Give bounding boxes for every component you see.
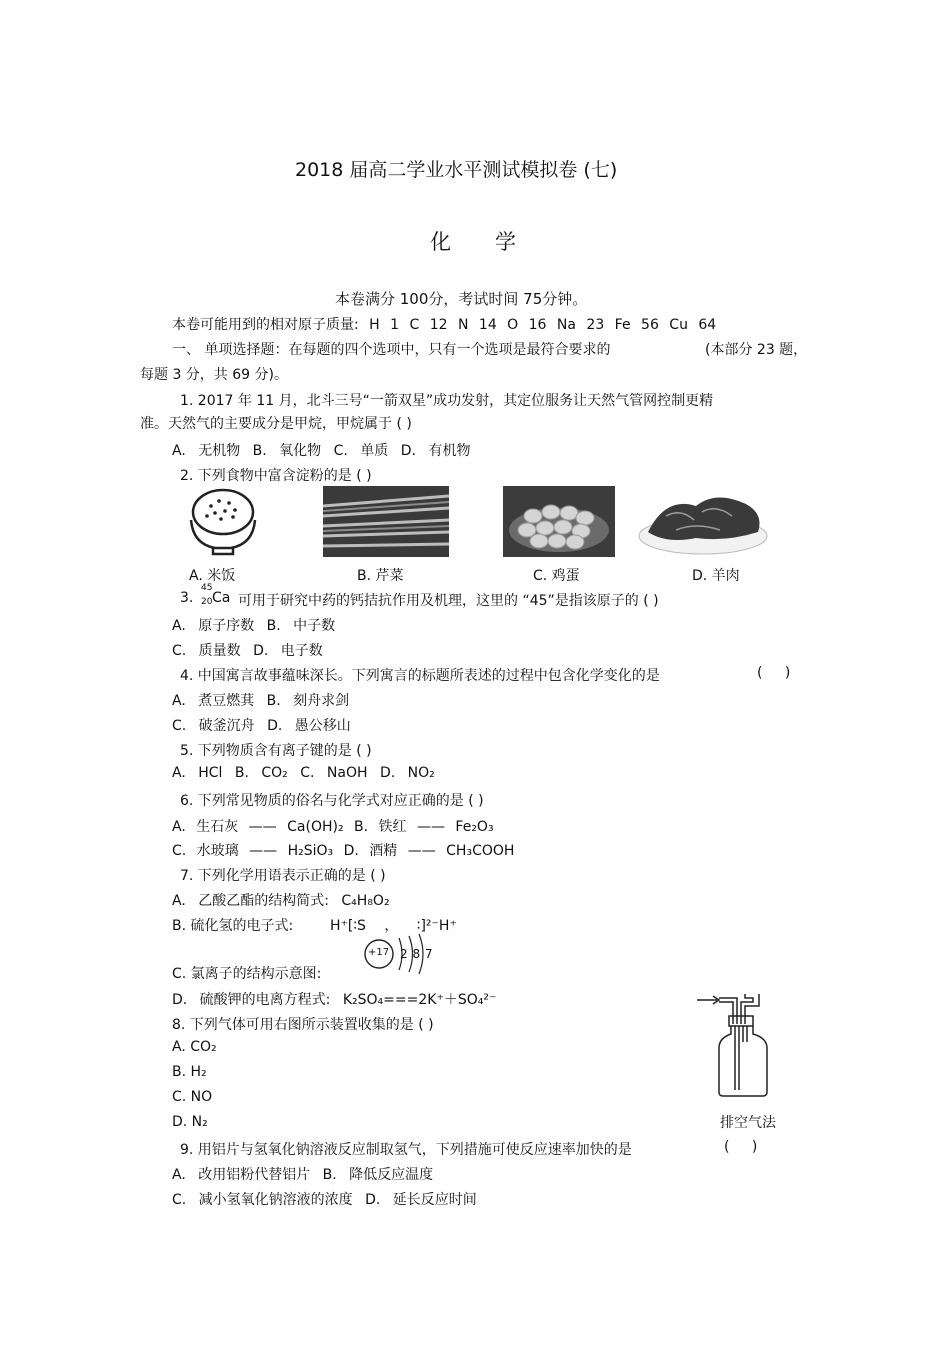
- q4-options-line2: C. 破釜沉舟 D. 愚公移山: [172, 718, 351, 734]
- gas-collection-bottle-diagram: [693, 990, 773, 1100]
- rice-bowl-image: [185, 486, 261, 558]
- q8-option-d: D. N₂: [172, 1114, 208, 1130]
- q4-options-line1: A. 煮豆燃萁 B. 刻舟求剑: [172, 693, 350, 709]
- q3-atomic-number: 20: [201, 597, 213, 607]
- q3-options-line2: C. 质量数 D. 电子数: [172, 643, 323, 659]
- q7-option-b-label: B. 硫化氢的电子式:: [172, 918, 294, 934]
- page-title: 2018 届高二学业水平测试模拟卷 (七): [295, 159, 618, 181]
- q9-options-line2: C. 减小氢氧化钠溶液的浓度 D. 延长反应时间: [172, 1192, 477, 1208]
- mutton-image: [636, 486, 770, 558]
- q5-options: A. HCl B. CO₂ C. NaOH D. NO₂: [172, 765, 435, 781]
- q6-stem: 6. 下列常见物质的俗名与化学式对应正确的是 ( ): [180, 793, 484, 809]
- q3-mass-number: 45: [201, 583, 213, 593]
- q3-symbol: Ca: [212, 590, 231, 606]
- celery-image: [323, 486, 449, 557]
- q9-options-line1: A. 改用铝粉代替铝片 B. 降低反应温度: [172, 1167, 434, 1183]
- q1-stem-line2: 准。天然气的主要成分是甲烷，甲烷属于 ( ): [140, 416, 412, 432]
- q4-answer-paren: ( ): [757, 665, 791, 681]
- q8-stem: 8. 下列气体可用右图所示装置收集的是 ( ): [172, 1017, 434, 1033]
- q2-stem: 2. 下列食物中富含淀粉的是 ( ): [180, 468, 372, 484]
- section-instruction: 一、 单项选择题：在每题的四个选项中，只有一个选项是最符合要求的: [172, 342, 611, 358]
- q6-options-line2: C. 水玻璃 —— H₂SiO₃ D. 酒精 —— CH₃COOH: [172, 843, 515, 859]
- subject-title: 化学: [430, 230, 560, 254]
- q7-stem: 7. 下列化学用语表示正确的是 ( ): [180, 868, 386, 884]
- q7-option-d: D. 硫酸钾的电离方程式: K₂SO₄===2K⁺＋SO₄²⁻: [172, 992, 497, 1008]
- q4-stem: 4. 中国寓言故事蕴味深长。下列寓言的标题所表述的过程中包含化学变化的是: [180, 668, 660, 684]
- section-instruction-line2: 每题 3 分，共 69 分)。: [140, 367, 288, 383]
- section-instruction-tail: (本部分 23 题，: [705, 342, 808, 358]
- gas-collection-caption: 排空气法: [720, 1115, 776, 1131]
- q7-option-c: C. 氯离子的结构示意图:: [172, 966, 322, 982]
- q8-option-a: A. CO₂: [172, 1039, 217, 1055]
- q9-stem: 9. 用铝片与氢氧化钠溶液反应制取氢气，下列措施可使反应速率加快的是: [180, 1142, 632, 1158]
- q2-option-b: B. 芹菜: [357, 568, 404, 584]
- q7-option-b-formula: H⁺[∶S ， ∶]²⁻H⁺: [330, 918, 457, 934]
- q5-stem: 5. 下列物质含有离子键的是 ( ): [180, 743, 372, 759]
- chloride-shells-label: 2 8 7: [400, 947, 433, 961]
- q2-option-a: A. 米饭: [189, 568, 236, 584]
- eggs-image: [503, 486, 615, 557]
- q1-options: A. 无机物 B. 氧化物 C. 单质 D. 有机物: [172, 443, 471, 459]
- q6-options-line1: A. 生石灰 —— Ca(OH)₂ B. 铁红 —— Fe₂O₃: [172, 819, 494, 835]
- q1-stem-line1: 1. 2017 年 11 月，北斗三号“一箭双星”成功发射，其定位服务让天然气管网控制更精: [180, 393, 714, 409]
- chloride-nucleus-label: +17: [368, 947, 390, 958]
- q2-option-c: C. 鸡蛋: [533, 568, 580, 584]
- atomic-masses: 本卷可能用到的相对原子质量: H 1 C 12 N 14 O 16 Na 23 Fe 56 Cu 64: [172, 317, 717, 333]
- q2-option-d: D. 羊肉: [692, 568, 740, 584]
- q7-option-a: A. 乙酸乙酯的结构简式: C₄H₈O₂: [172, 893, 390, 909]
- exam-info: 本卷满分 100分，考试时间 75分钟。: [335, 290, 588, 308]
- q3-stem: 可用于研究中药的钙拮抗作用及机理，这里的 “45”是指该原子的 ( ): [238, 593, 659, 609]
- q8-option-b: B. H₂: [172, 1064, 207, 1080]
- q3-options-line1: A. 原子序数 B. 中子数: [172, 618, 336, 634]
- q9-answer-paren: ( ): [724, 1139, 758, 1155]
- q3-number: 3.: [180, 590, 194, 606]
- q8-option-c: C. NO: [172, 1089, 213, 1105]
